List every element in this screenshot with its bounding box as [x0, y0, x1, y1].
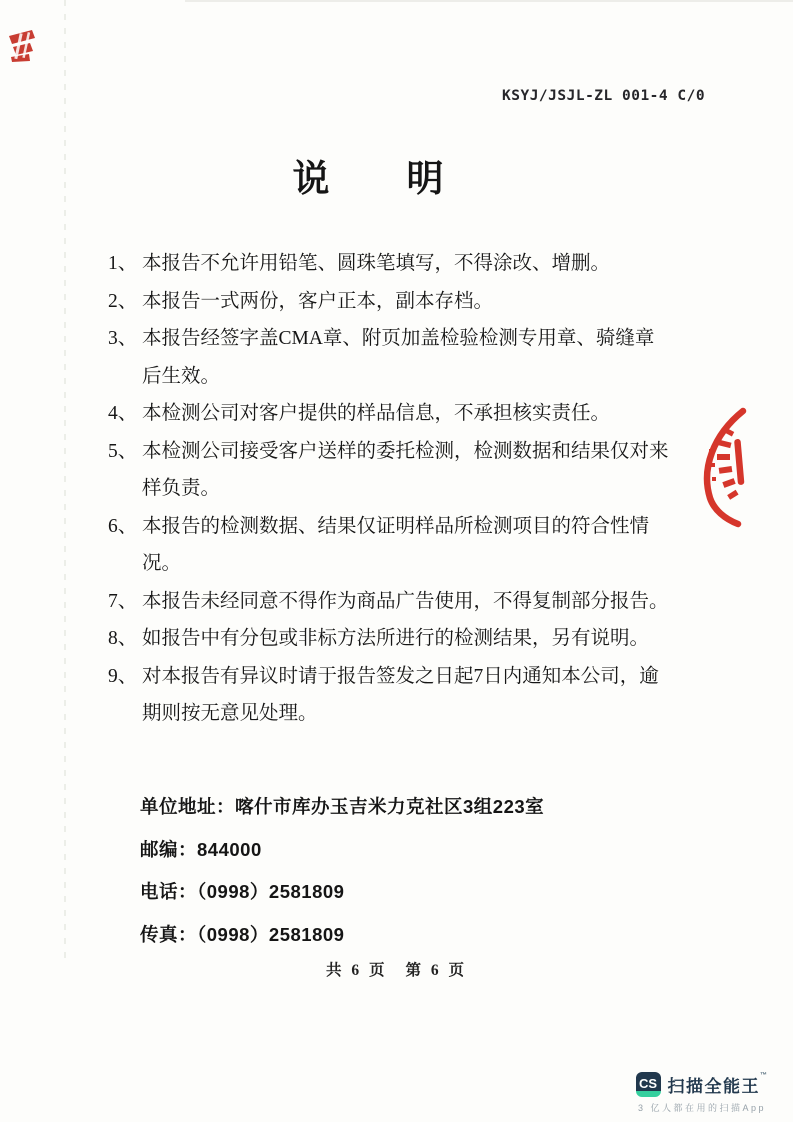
note-item — [108, 395, 670, 433]
contact-label: 单位地址： — [140, 796, 236, 817]
note-number: 9、 — [108, 665, 138, 687]
contact-address — [140, 786, 544, 829]
note-text: 本报告一式两份，客户正本，副本存档。 — [142, 290, 494, 312]
note-item — [108, 583, 670, 621]
contact-label: 电话： — [140, 881, 198, 902]
note-item — [108, 620, 670, 658]
camscanner-brand-text: 扫描全能王™ — [667, 1072, 769, 1096]
red-circular-seal-fragment-icon — [697, 405, 747, 529]
note-text: 本报告不允许用铅笔、圆珠笔填写，不得涂改、增删。 — [142, 253, 611, 274]
note-number: 1、 — [108, 253, 138, 274]
contact-block — [140, 786, 544, 956]
page-number-footer — [0, 958, 793, 980]
current-page: 第 6 页 — [405, 962, 468, 979]
contact-label: 邮编： — [140, 838, 198, 860]
note-text: 本检测公司接受客户送样的委托检测，检测数据和结果仅对来样负责。 — [142, 440, 669, 499]
total-pages: 共 6 页 — [325, 962, 388, 979]
contact-phone — [140, 871, 544, 914]
page-title: 说 明 — [292, 159, 445, 200]
camscanner-tagline: 3 亿人都在用的扫描App — [637, 1103, 767, 1113]
note-text: 如报告中有分包或非标方法所进行的检测结果，另有说明。 — [142, 628, 650, 649]
note-item — [108, 658, 670, 733]
contact-label: 传真： — [140, 923, 198, 945]
note-number: 8、 — [108, 628, 138, 649]
contact-value: 844000 — [197, 838, 262, 860]
scan-edge-hairline — [185, 0, 793, 2]
note-text: 本报告未经同意不得作为商品广告使用，不得复制部分报告。 — [142, 590, 669, 612]
note-text: 本报告的检测数据、结果仅证明样品所检测项目的符合性情况。 — [142, 515, 650, 574]
note-number: 4、 — [108, 403, 138, 424]
note-text: 对本报告有异议时请于报告签发之日起7日内通知本公司，逾期则按无意见处理。 — [142, 665, 659, 724]
contact-fax — [140, 914, 544, 957]
note-number: 6、 — [108, 515, 138, 537]
note-number: 3、 — [108, 328, 138, 349]
note-number: 2、 — [108, 290, 138, 312]
camscanner-watermark — [627, 1072, 777, 1114]
document-code: KSYJ/JSJL-ZL 001-4 C/0 — [502, 88, 706, 104]
note-item — [108, 320, 670, 395]
note-item — [108, 283, 670, 321]
camscanner-logo-icon: CS — [636, 1072, 661, 1097]
scan-fold-line — [64, 0, 66, 960]
contact-value: （0998）2581809 — [197, 923, 345, 945]
note-text: 本检测公司对客户提供的样品信息，不承担核实责任。 — [142, 403, 611, 424]
red-stamp-fragment-icon — [8, 29, 40, 63]
contact-value: 喀什市库办玉吉米力克社区3组223室 — [235, 796, 545, 817]
note-item — [108, 433, 670, 508]
trademark-symbol: ™ — [760, 1072, 769, 1079]
note-number: 5、 — [108, 440, 138, 462]
note-item — [108, 245, 670, 283]
note-item — [108, 508, 670, 583]
notes-list — [108, 245, 670, 733]
contact-postcode — [140, 829, 544, 872]
note-number: 7、 — [108, 590, 138, 612]
note-text: 本报告经签字盖CMA章、附页加盖检验检测专用章、骑缝章后生效。 — [142, 328, 655, 387]
contact-value: （0998）2581809 — [197, 881, 345, 902]
